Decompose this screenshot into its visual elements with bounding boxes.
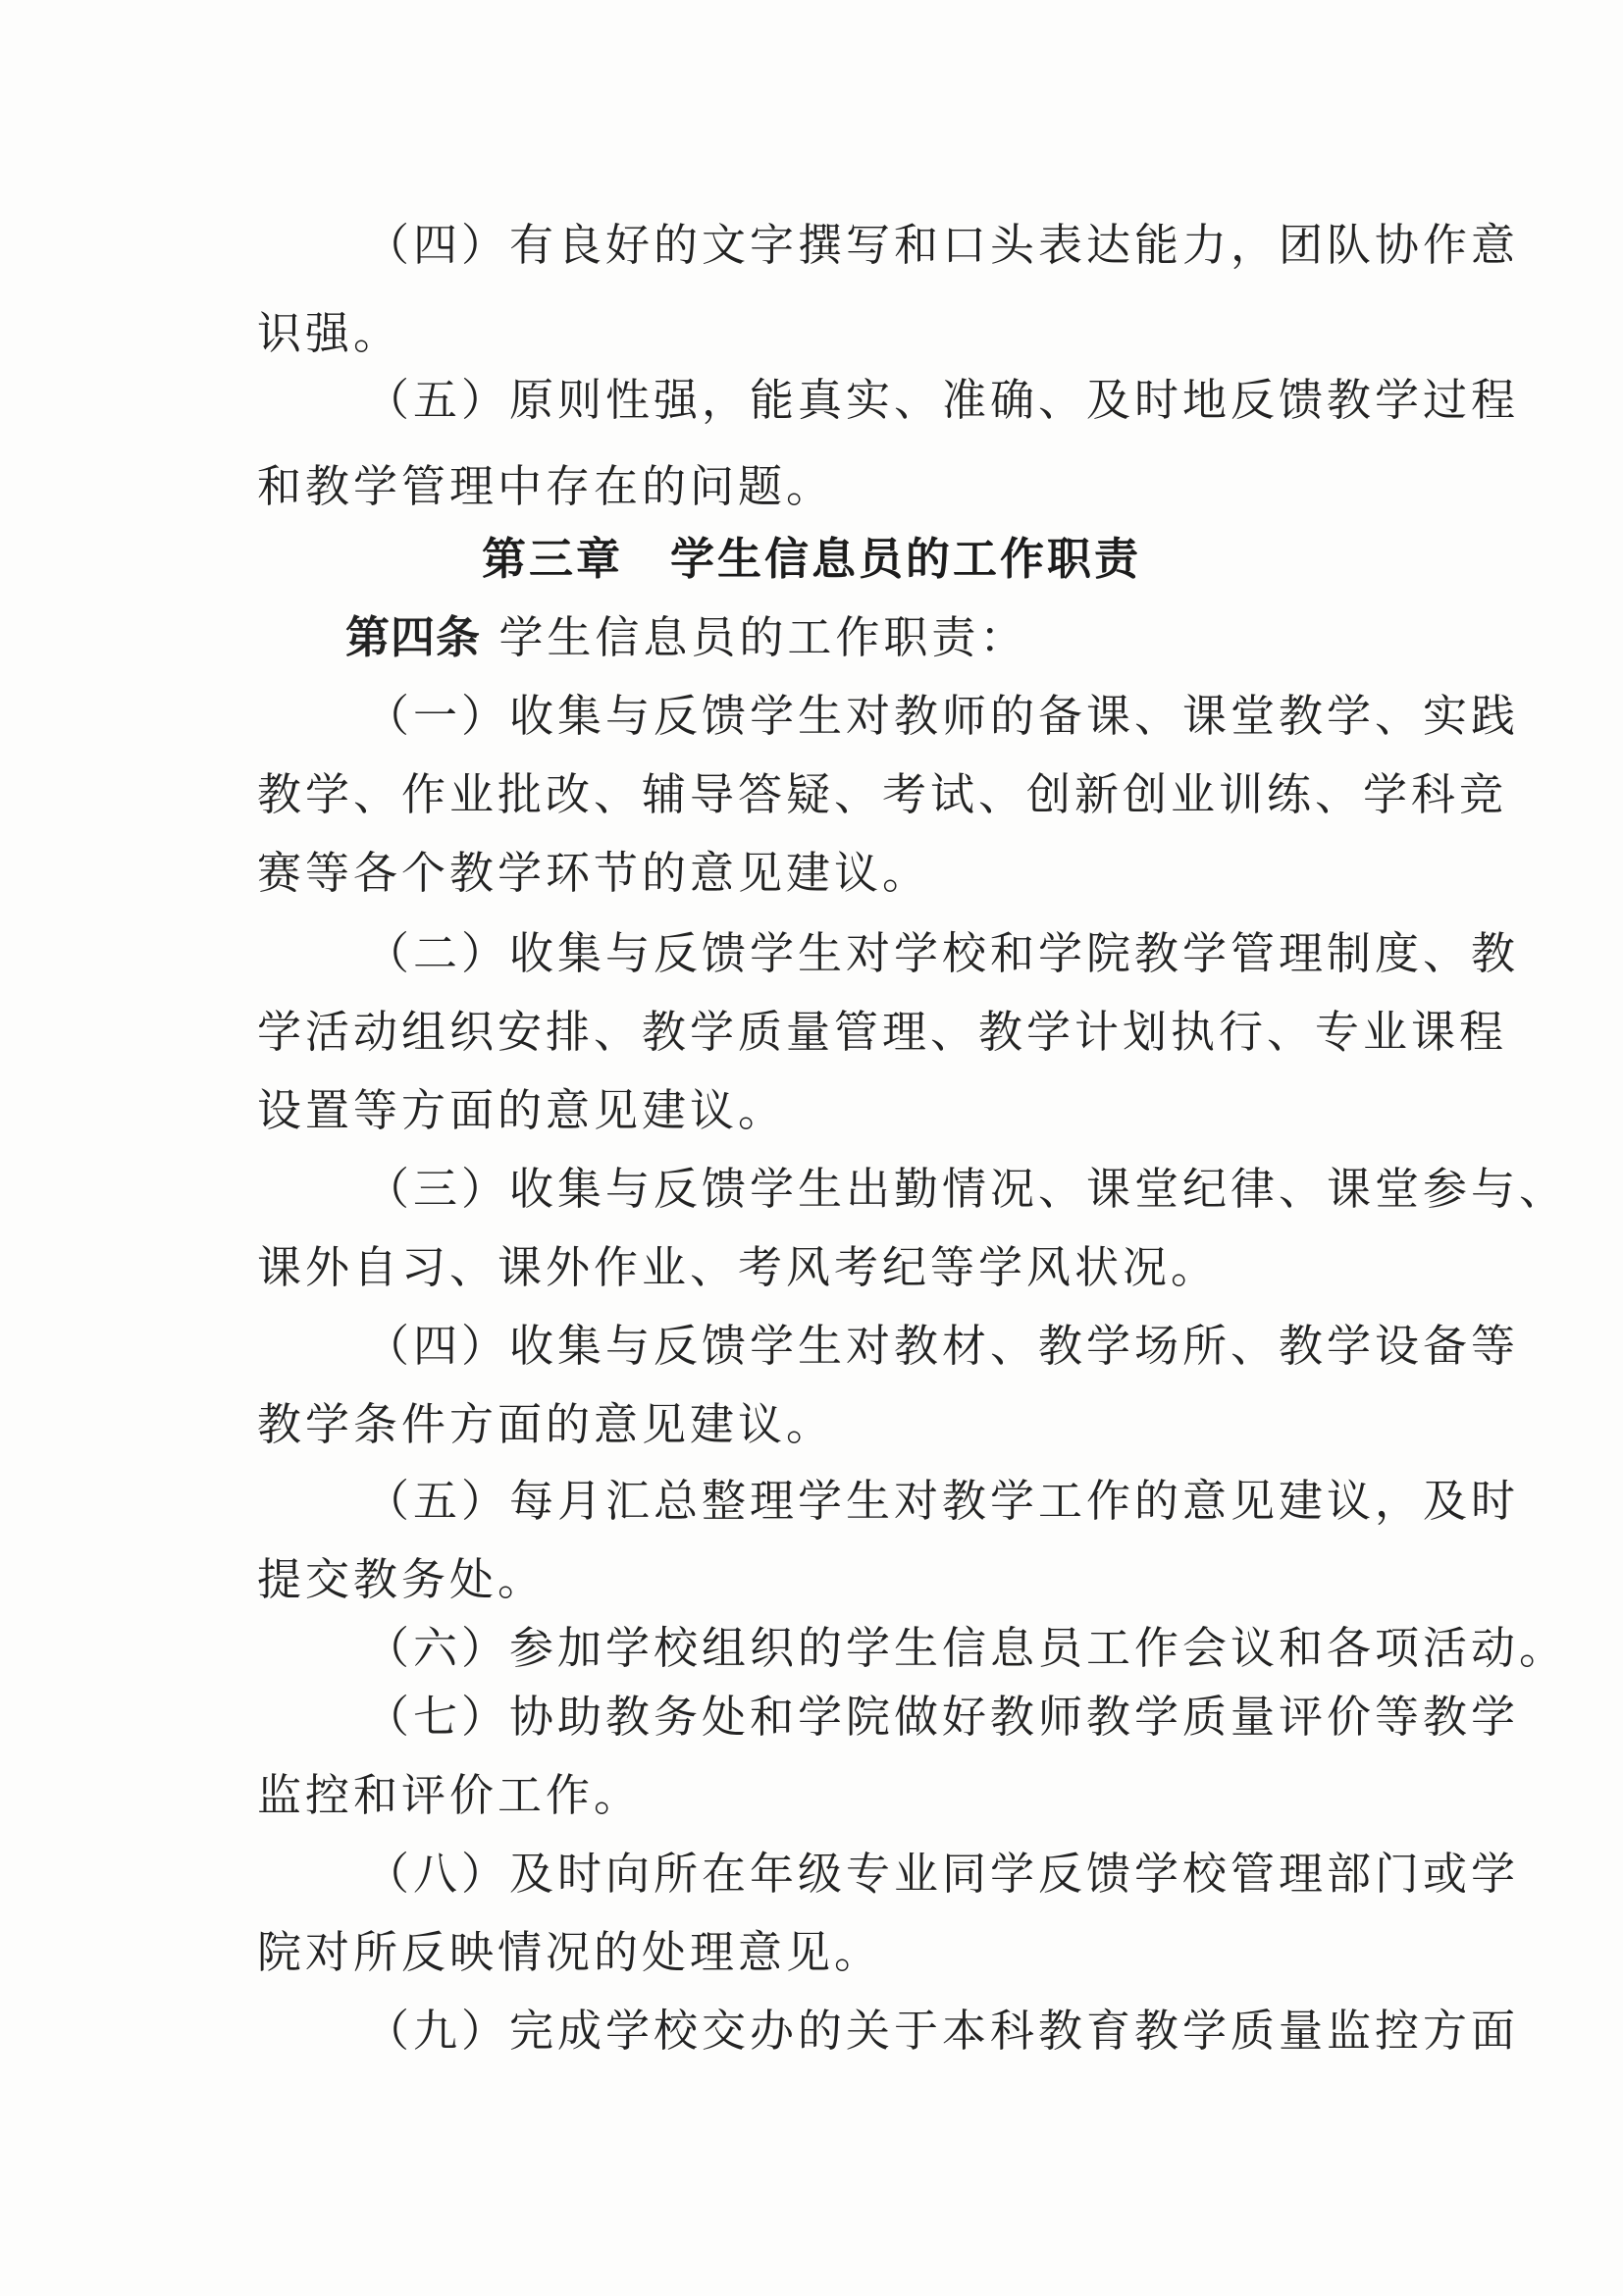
item-5-line-1: （五）每月汇总整理学生对教学工作的意见建议，及时: [365, 1475, 1520, 1527]
paragraph-4-line-2: 识强。: [257, 307, 402, 359]
article-line: [345, 608, 1027, 667]
paragraph-5-line-1: （五）原则性强，能真实、准确、及时地反馈教学过程: [365, 374, 1520, 426]
article-text: 学生信息员的工作职责：: [498, 611, 1028, 663]
article-label: 第四条: [345, 611, 482, 663]
item-4-line-2: 教学条件方面的意见建议。: [257, 1398, 835, 1450]
item-7-line-2: 监控和评价工作。: [257, 1769, 643, 1821]
item-2-line-1: （二）收集与反馈学生对学校和学院教学管理制度、教: [365, 927, 1520, 979]
item-5-line-2: 提交教务处。: [257, 1553, 547, 1605]
item-8-line-1: （八）及时向所在年级专业同学反馈学校管理部门或学: [365, 1848, 1520, 1900]
item-2-line-3: 设置等方面的意见建议。: [257, 1084, 787, 1136]
item-1-line-2: 教学、作业批改、辅导答疑、考试、创新创业训练、学科竞: [257, 768, 1508, 820]
chapter-heading: 第三章 学生信息员的工作职责: [481, 533, 1141, 585]
item-7-line-1: （七）协助教务处和学院做好教师教学质量评价等教学: [365, 1691, 1520, 1743]
item-9-line-1: （九）完成学校交办的关于本科教育教学质量监控方面: [365, 2005, 1520, 2057]
item-4-line-1: （四）收集与反馈学生对教材、教学场所、教学设备等: [365, 1320, 1520, 1372]
item-8-line-2: 院对所反映情况的处理意见。: [257, 1926, 883, 1978]
item-1-line-3: 赛等各个教学环节的意见建议。: [257, 847, 931, 899]
item-6-line-1: （六）参加学校组织的学生信息员工作会议和各项活动。: [365, 1622, 1568, 1674]
item-1-line-1: （一）收集与反馈学生对教师的备课、课堂教学、实践: [365, 690, 1520, 742]
item-3-line-1: （三）收集与反馈学生出勤情况、课堂纪律、课堂参与、: [365, 1163, 1568, 1215]
item-3-line-2: 课外自习、课外作业、考风考纪等学风状况。: [257, 1241, 1220, 1293]
paragraph-4-line-1: （四）有良好的文字撰写和口头表达能力，团队协作意: [365, 219, 1520, 271]
item-2-line-2: 学活动组织安排、教学质量管理、教学计划执行、专业课程: [257, 1006, 1508, 1058]
paragraph-5-line-2: 和教学管理中存在的问题。: [257, 460, 835, 512]
